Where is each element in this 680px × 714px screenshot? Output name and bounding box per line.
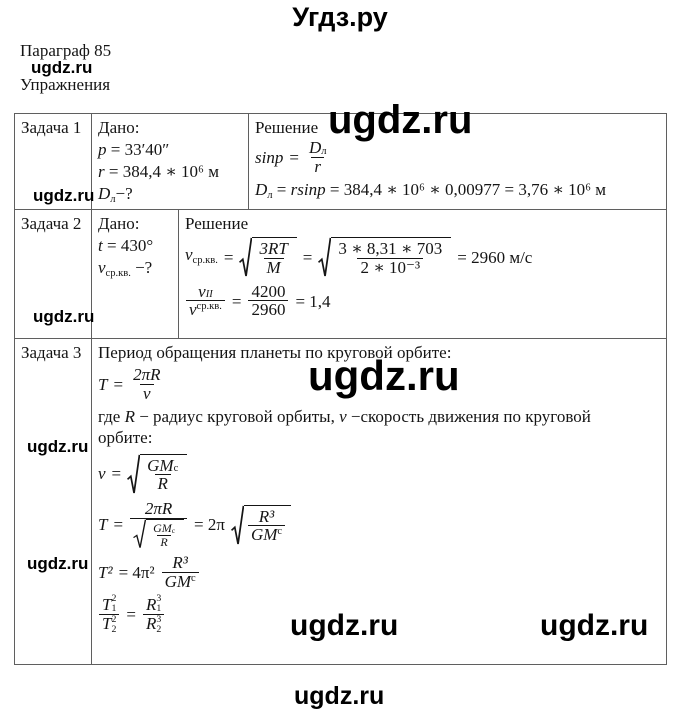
page-title: Угдз.ру xyxy=(292,2,388,32)
watermark: ugdz.ru xyxy=(540,609,649,642)
square-root: $\frac{3RT}{M}$ xyxy=(239,237,296,278)
watermark: ugdz.ru xyxy=(27,554,89,573)
square-root: GM с R xyxy=(127,454,187,495)
formula-diameter-result: $D_л = rsinp = 384,4$ ∗ 10⁶ ∗ 0,00977 = 3,76 ∗ 10⁶ м xyxy=(255,179,607,201)
given-line: p = 33′40″ xyxy=(98,140,170,159)
formula-period-derived: T = 2πR GM с R = 2π R³ GM с xyxy=(98,500,660,550)
radical-icon xyxy=(127,454,140,495)
watermark: ugdz.ru xyxy=(328,98,473,142)
formula-kepler-ratio: T 2 1 T 2 2 = R 3 1 R 3 2 xyxy=(98,594,660,634)
watermark: ugdz.ru xyxy=(294,682,385,710)
task2-given-cell xyxy=(91,210,178,338)
watermark: ugdz.ru xyxy=(31,58,93,77)
task2-label: Задача 2 xyxy=(21,214,82,233)
table-row-task2 xyxy=(15,209,666,338)
fraction: R 3 1 R 3 2 xyxy=(143,594,164,634)
fraction: D л r xyxy=(308,138,327,176)
solution-title: Решение xyxy=(185,214,249,233)
radical-icon xyxy=(133,519,146,549)
radical-icon xyxy=(231,505,244,546)
fraction: $\frac{2\pi R}{v}$ xyxy=(133,365,161,403)
watermark: ugdz.ru xyxy=(308,352,460,399)
formula-orbital-speed: v = GM с R xyxy=(98,454,660,495)
formula-period-squared: T² = 4π² R³ GM с xyxy=(98,554,660,592)
radical-icon xyxy=(239,237,252,278)
square-root: GM с R xyxy=(133,519,184,549)
task3-label: Задача 3 xyxy=(21,343,82,362)
task3-explain-text2: орбите: xyxy=(98,427,153,447)
fraction: 2πR GM с R xyxy=(130,500,187,550)
fraction: $\frac{4200}{2960}$ xyxy=(248,283,288,321)
watermark: ugdz.ru xyxy=(290,609,399,642)
formula-velocity-ratio: v II v ср.кв. = $\frac{4200}{2960}$ = 1,4 xyxy=(185,283,660,321)
fraction: v II v ср.кв. xyxy=(186,283,225,321)
given-line: t = 430° xyxy=(98,236,154,255)
square-root: R³ GM с xyxy=(231,505,291,546)
task3-intro-text: Период обращения планеты по круговой орбите: xyxy=(98,343,452,362)
formula-sin-parallax: sinp = D л r xyxy=(255,139,660,177)
section-label: Упражнения xyxy=(20,75,111,94)
watermark: ugdz.ru xyxy=(33,186,95,205)
given-title: Дано: xyxy=(98,118,140,137)
watermark: ugdz.ru xyxy=(27,437,89,456)
given-line: $v_{ср.кв.}$ −? xyxy=(98,258,153,279)
given-line: r = 384,4 ∗ 10⁶ м xyxy=(98,162,219,181)
task1-given-cell xyxy=(91,114,248,209)
given-title: Дано: xyxy=(98,214,140,233)
task1-label: Задача 1 xyxy=(21,118,82,137)
radical-icon xyxy=(318,237,331,278)
fraction: R³ GM с xyxy=(162,554,199,592)
task3-explain-text: где R − радиус круговой орбиты, v −скорость движения по круговой xyxy=(98,406,591,426)
given-line: $D_л-$? xyxy=(98,184,133,205)
square-root: $\frac{3 ∗ 8,31 ∗ 703}{\text{2 ∗ 10⁻³}}$ xyxy=(318,237,451,278)
fraction: T 2 1 T 2 2 xyxy=(99,594,119,634)
formula-period: T = $\frac{2\pi R}{v}$ xyxy=(98,366,660,404)
task2-solution-cell xyxy=(178,210,666,338)
formula-rms-speed: $v_{ср.кв.}$ = $\frac{3RT}{M}$ = $\frac{3 ∗ 8,31 ∗ 703}{\text{2 ∗ 10⁻³}}$ = 2960 м/с xyxy=(185,239,533,277)
solution-title: Решение xyxy=(255,118,319,137)
watermark: ugdz.ru xyxy=(33,307,95,326)
paragraph-label: Параграф 85 xyxy=(20,41,112,60)
